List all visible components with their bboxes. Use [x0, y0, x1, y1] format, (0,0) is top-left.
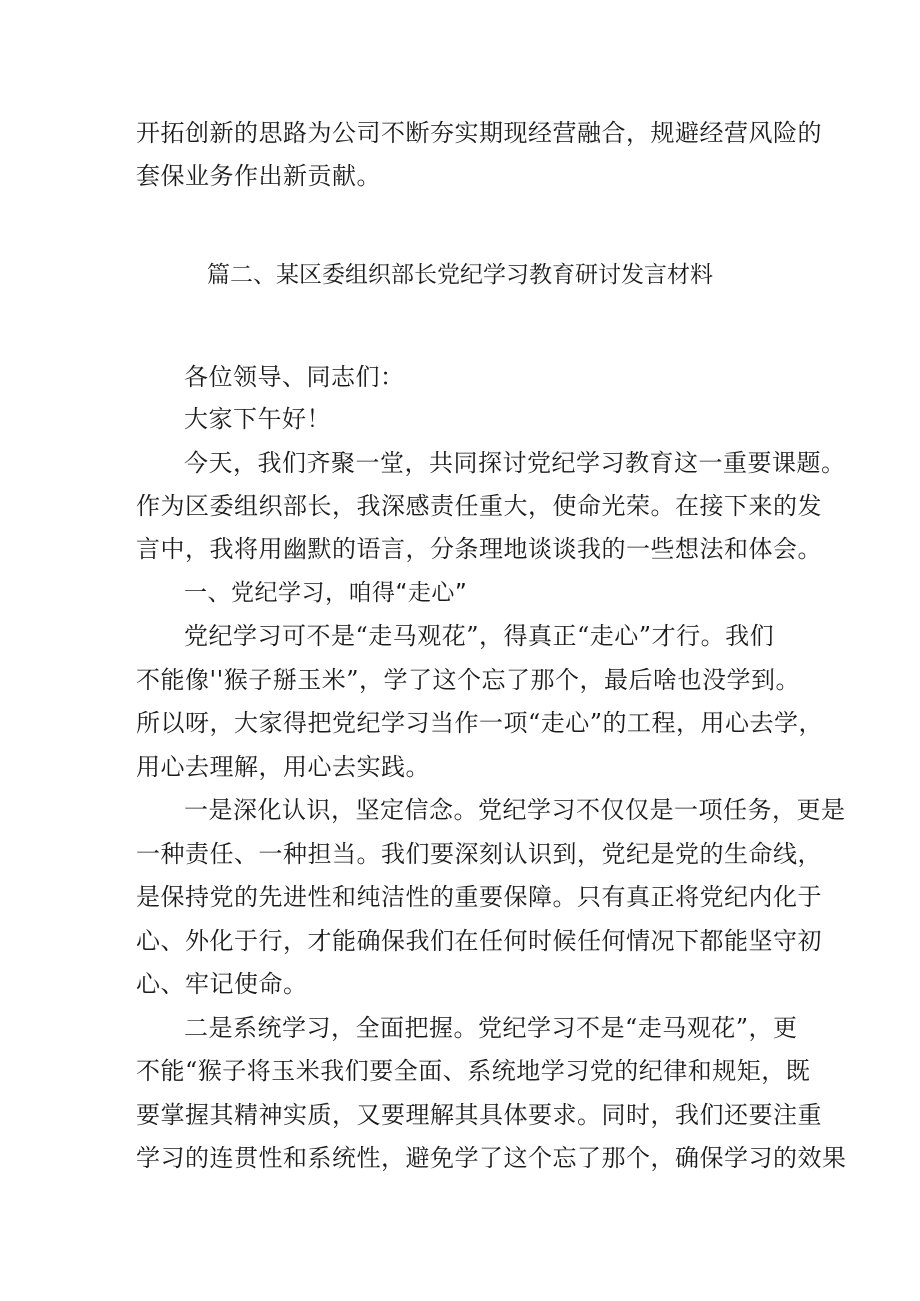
- point-2-line-3: 要掌握其精神实质，又要理解其具体要求。同时，我们还要注重: [136, 1101, 822, 1129]
- section-1-line-1: 党纪学习可不是“走马观花”，得真正“走心”才行。我们: [184, 622, 775, 650]
- point-1-line-1: 一是深化认识，坚定信念。党纪学习不仅仅是一项任务，更是: [184, 796, 846, 824]
- section-1-line-3: 所以呀，大家得把党纪学习当作一项“走心”的工程，用心去学，: [136, 709, 824, 737]
- prev-section-line-1: 开拓创新的思路为公司不断夯实期现经营融合，规避经营风险的: [136, 119, 822, 147]
- salutation: 各位领导、同志们：: [184, 363, 405, 391]
- point-1-line-5: 心、牢记使命。: [136, 970, 308, 998]
- point-1-line-3: 是保持党的先进性和纯洁性的重要保障。只有真正将党纪内化于: [136, 883, 822, 911]
- intro-line-3: 言中，我将用幽默的语言，分条理地谈谈我的一些想法和体会。: [136, 535, 822, 563]
- point-2-line-1: 二是系统学习，全面把握。党纪学习不是“走马观花”，更: [184, 1014, 798, 1042]
- section-1-heading: 一、党纪学习，咱得“走心”: [184, 580, 468, 606]
- section-1-line-2: 不能像''猴子掰玉米”，学了这个忘了那个，最后啥也没学到。: [136, 666, 800, 694]
- point-1-line-4: 心、外化于行，才能确保我们在任何时候任何情况下都能坚守初: [136, 927, 822, 955]
- intro-line-2: 作为区委组织部长，我深感责任重大，使命光荣。在接下来的发: [136, 492, 822, 520]
- point-2-line-4: 学习的连贯性和系统性，避免学了这个忘了那个，确保学习的效果: [136, 1144, 847, 1172]
- prev-section-line-2: 套保业务作出新贡献。: [136, 162, 381, 190]
- greeting: 大家下午好！: [184, 405, 331, 433]
- point-2-line-2: 不能“猴子将玉米我们要全面、系统地学习党的纪律和规矩，既: [136, 1057, 811, 1085]
- point-1-line-2: 一种责任、一种担当。我们要深刻认识到，党纪是党的生命线，: [136, 840, 822, 868]
- section-1-line-4: 用心去理解，用心去实践。: [136, 753, 430, 781]
- article-title: 篇二、某区委组织部长党纪学习教育研讨发言材料: [207, 262, 713, 288]
- intro-line-1: 今天，我们齐聚一堂，共同探讨党纪学习教育这一重要课题。: [184, 449, 846, 477]
